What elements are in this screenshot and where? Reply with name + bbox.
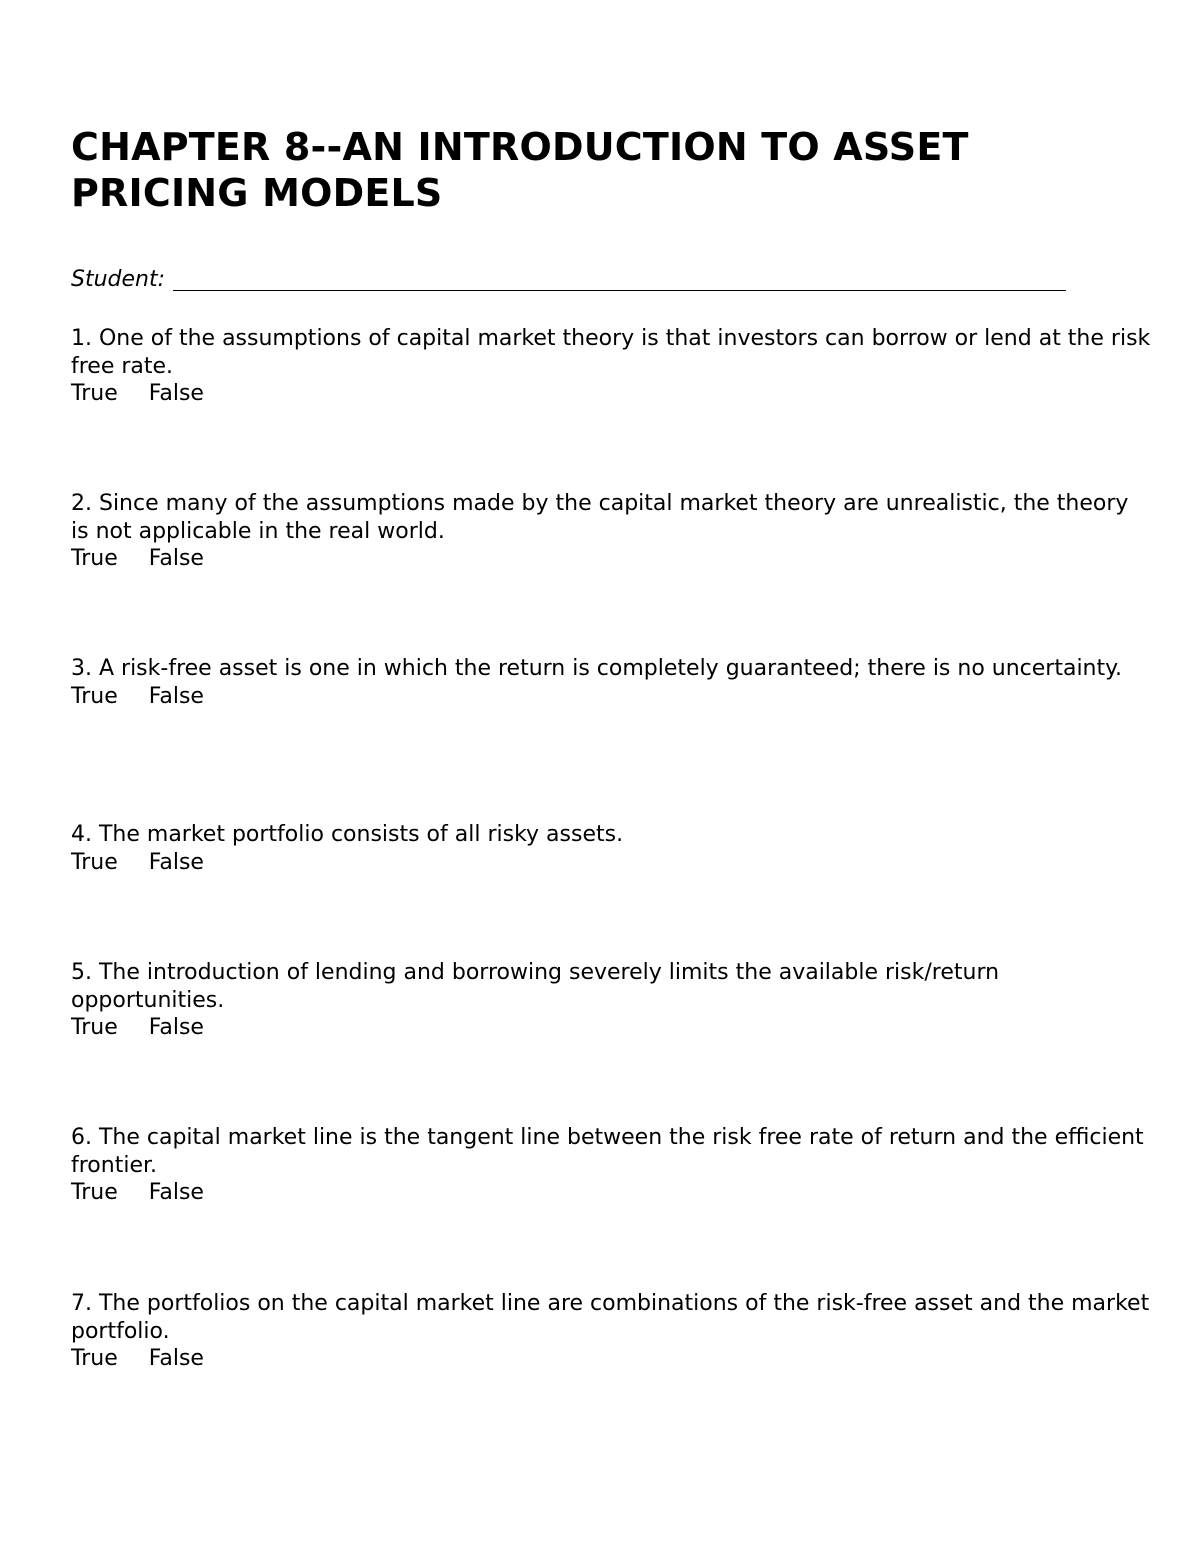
- question-5: [71, 959, 1151, 1042]
- question-6: [71, 1124, 1151, 1207]
- question-1: [71, 325, 1151, 408]
- answer-options: [71, 380, 1151, 408]
- option-true: True: [71, 1015, 118, 1040]
- answer-options: [71, 545, 1151, 573]
- student-name-field: [71, 266, 1066, 296]
- option-false: False: [148, 1346, 204, 1371]
- answer-options: [71, 1179, 1151, 1207]
- option-true: True: [71, 849, 118, 875]
- question-4: [71, 821, 1151, 876]
- question-3: [71, 655, 1151, 710]
- option-true: True: [71, 683, 118, 709]
- answer-options: [71, 1014, 1151, 1042]
- answer-options: [71, 1345, 1151, 1373]
- question-text: 5. The introduction of lending and borrowing severely limits the available risk/return opportunities.: [71, 960, 1000, 1013]
- option-false: False: [148, 381, 204, 406]
- option-true: True: [71, 546, 118, 571]
- question-text: 3. A risk-free asset is one in which the return is completely guaranteed; there is no uncertainty.: [71, 656, 1123, 681]
- question-text: 6. The capital market line is the tangent line between the risk free rate of return and the efficient frontier.: [71, 1125, 1144, 1178]
- question-7: [71, 1290, 1151, 1373]
- question-text: 4. The market portfolio consists of all risky assets.: [71, 822, 624, 847]
- student-name-blank: [173, 266, 1066, 291]
- option-false: False: [148, 546, 204, 571]
- answer-options: [71, 849, 1151, 877]
- answer-options: [71, 683, 1151, 711]
- page-title: CHAPTER 8--AN INTRODUCTION TO ASSET PRICING MODELS: [71, 125, 969, 215]
- question-text: 2. Since many of the assumptions made by the capital market theory are unrealistic, the theory is not applicable in the real world.: [71, 491, 1129, 544]
- option-true: True: [71, 381, 118, 406]
- student-label: Student:: [71, 267, 166, 292]
- option-false: False: [148, 1015, 204, 1040]
- option-false: False: [148, 849, 204, 875]
- question-text: 7. The portfolios on the capital market line are combinations of the risk-free asset and the market portfolio.: [71, 1291, 1150, 1344]
- option-true: True: [71, 1180, 118, 1205]
- option-true: True: [71, 1346, 118, 1371]
- question-2: [71, 490, 1151, 573]
- option-false: False: [148, 683, 204, 709]
- option-false: False: [148, 1180, 204, 1205]
- question-text: 1. One of the assumptions of capital market theory is that investors can borrow or lend at the risk free rate.: [71, 326, 1151, 379]
